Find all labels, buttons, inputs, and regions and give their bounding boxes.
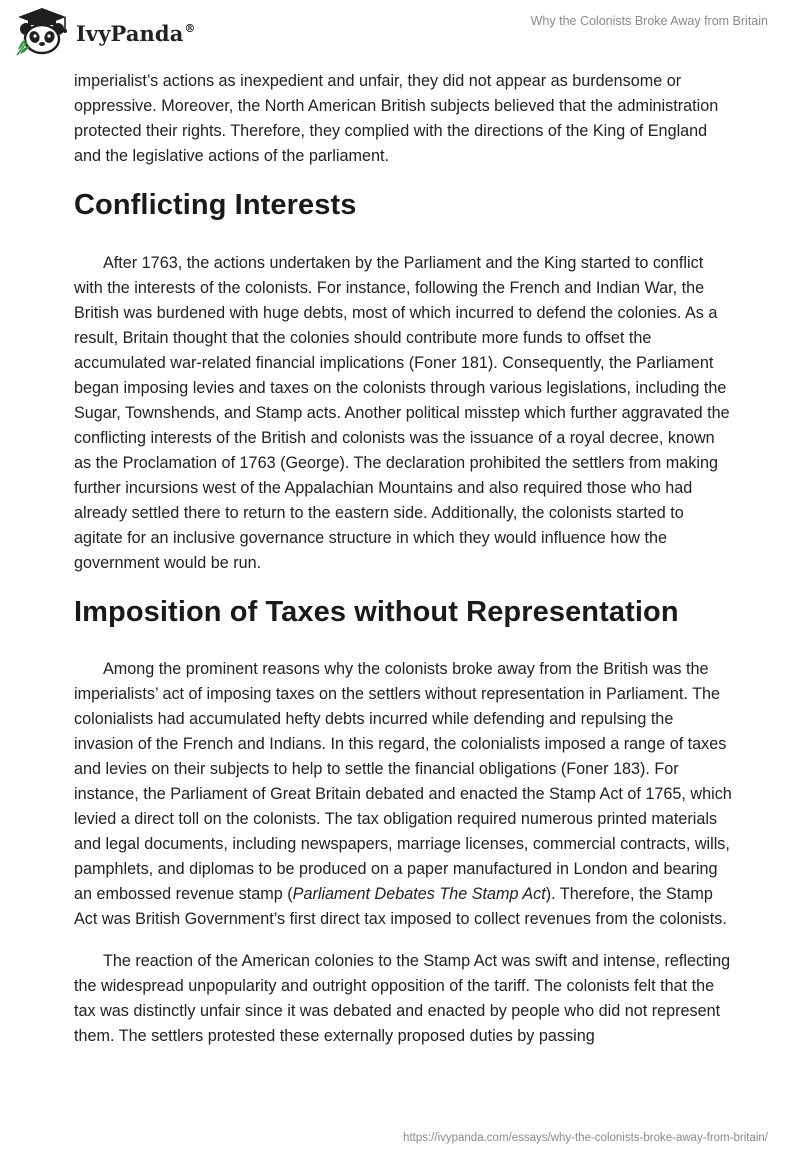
stamp-act-citation: Parliament Debates The Stamp Act	[292, 885, 546, 903]
document-title: Why the Colonists Broke Away from Britain	[530, 14, 768, 28]
logo-wordmark: IvyPanda®	[76, 20, 196, 46]
taxation-paragraph-1-text: Among the prominent reasons why the colonists broke away from the British was the imperialists’ act of imposing taxes on the settlers without representation in Parliament. The colonialists had accumulated hefty debts incurred while defending and repulsing the invasion of the French and Indians. In this regard, the colonialists imposed a range of taxes and levies on their subjects to help to settle the financial obligations (Foner 183). For instance, the Parliament of Great Britain debated and enacted the Stamp Act of 1765, which levied a direct toll on the colonists. The tax obligation required numerous printed materials and legal documents, including newspapers, marriage licenses, commercial contracts, wills, pamphlets, and diplomas to be produced on a paper manufactured in London and bearing an embossed revenue stamp (	[74, 660, 732, 903]
registered-mark: ®	[184, 21, 196, 35]
taxation-paragraph-1	[74, 657, 734, 932]
ivypanda-logo[interactable]	[14, 6, 196, 56]
page-header	[0, 0, 800, 66]
intro-paragraph: imperialist’s actions as inexpedient and unfair, they did not appear as burdensome or oppressive. Moreover, the North American British subjects believed that the administration protected their rights. Therefore, they complied with the directions of the King of England and the legislative actions of the parliament.	[74, 72, 719, 165]
taxation-paragraph-2: The reaction of the American colonies to the Stamp Act was swift and intense, reflecting the widespread unpopularity and outright opposition of the tariff. The colonists felt that the tax was distinctly unfair since it was debated and enacted by people who did not represent them. The settlers protested these externally proposed duties by passing	[74, 952, 731, 1045]
heading-taxation-without-representation: Imposition of Taxes without Representation	[74, 596, 679, 628]
conflicting-interests-paragraph: After 1763, the actions undertaken by the Parliament and the King started to conflict with the interests of the colonists. For instance, following the French and Indian War, the British was burdened with huge debts, most of which incurred to defend the colonies. As a result, Britain thought that the colonies should contribute more funds to offset the accumulated war-related financial implications (Foner 181). Consequently, the Parliament began imposing levies and taxes on the colonists through various legislations, including the Sugar, Townshends, and Stamp acts. Another political misstep which further aggravated the conflicting interests of the British and colonists was the issuance of a royal decree, known as the Proclamation of 1763 (George). The declaration prohibited the settlers from making further incursions west of the Appalachian Mountains and also required those who had already settled there to return to the eastern side. Additionally, the colonists started to agitate for an inclusive governance structure in which they would influence how the government would be run.	[74, 254, 730, 572]
panda-graduate-icon	[14, 6, 70, 56]
source-url[interactable]: https://ivypanda.com/essays/why-the-colonists-broke-away-from-britain/	[403, 1132, 768, 1144]
essay-body	[74, 69, 734, 1049]
taxation-paragraph-1-end: ). Therefore, the Stamp Act was British Government’s first direct tax imposed to collect revenues from the colonists.	[74, 885, 727, 928]
heading-conflicting-interests: Conflicting Interests	[74, 189, 357, 221]
